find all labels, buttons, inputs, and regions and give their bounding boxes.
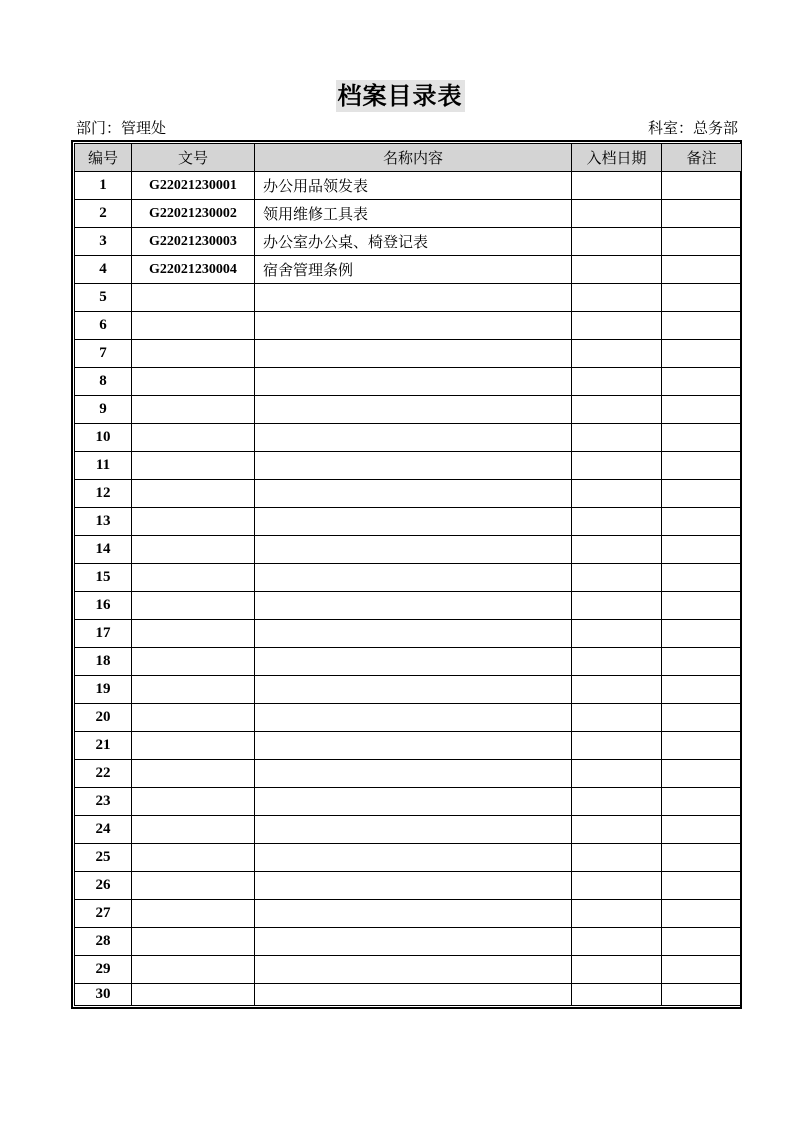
table-row	[75, 228, 742, 256]
row-note	[662, 480, 742, 508]
row-number: 27	[75, 900, 132, 928]
table-row	[75, 816, 742, 844]
row-name	[255, 732, 572, 760]
row-archive-date	[572, 340, 662, 368]
table-row	[75, 928, 742, 956]
archive-catalog-table	[74, 143, 742, 1006]
row-note	[662, 984, 742, 1006]
row-doc-id	[132, 368, 255, 396]
table-row	[75, 312, 742, 340]
row-number: 11	[75, 452, 132, 480]
row-archive-date	[572, 172, 662, 200]
row-number: 23	[75, 788, 132, 816]
row-archive-date	[572, 956, 662, 984]
row-name	[255, 312, 572, 340]
row-doc-id	[132, 928, 255, 956]
row-note	[662, 368, 742, 396]
row-doc-id	[132, 452, 255, 480]
row-doc-id	[132, 396, 255, 424]
archive-table-frame	[71, 140, 742, 1009]
table-row	[75, 676, 742, 704]
table-row	[75, 788, 742, 816]
table-row	[75, 200, 742, 228]
row-note	[662, 340, 742, 368]
row-number: 29	[75, 956, 132, 984]
row-name	[255, 928, 572, 956]
table-row	[75, 984, 742, 1006]
table-row	[75, 284, 742, 312]
row-doc-id	[132, 956, 255, 984]
section-label: 科室：总务部	[647, 119, 738, 137]
row-archive-date	[572, 200, 662, 228]
row-name	[255, 704, 572, 732]
table-row	[75, 396, 742, 424]
row-archive-date	[572, 424, 662, 452]
row-doc-id	[132, 648, 255, 676]
row-name	[255, 396, 572, 424]
row-doc-id	[132, 900, 255, 928]
row-number: 28	[75, 928, 132, 956]
row-archive-date	[572, 676, 662, 704]
row-note	[662, 648, 742, 676]
row-note	[662, 228, 742, 256]
row-doc-id	[132, 816, 255, 844]
row-doc-id	[132, 592, 255, 620]
row-name	[255, 592, 572, 620]
document-title: 档案目录表	[337, 81, 463, 110]
table-row	[75, 536, 742, 564]
row-archive-date	[572, 816, 662, 844]
row-note	[662, 956, 742, 984]
row-doc-id: G22021230001	[132, 172, 255, 200]
row-doc-id	[132, 312, 255, 340]
row-note	[662, 592, 742, 620]
row-name	[255, 368, 572, 396]
table-row	[75, 452, 742, 480]
table-row	[75, 172, 742, 200]
row-doc-id	[132, 704, 255, 732]
table-row	[75, 256, 742, 284]
row-note	[662, 424, 742, 452]
row-name	[255, 788, 572, 816]
row-number: 19	[75, 676, 132, 704]
row-note	[662, 816, 742, 844]
row-number: 4	[75, 256, 132, 284]
table-row	[75, 760, 742, 788]
row-name	[255, 480, 572, 508]
row-number: 10	[75, 424, 132, 452]
col-header-note: 备注	[662, 144, 742, 172]
table-row	[75, 592, 742, 620]
document-title-wrap	[0, 80, 800, 112]
row-name	[255, 844, 572, 872]
row-archive-date	[572, 704, 662, 732]
row-name	[255, 564, 572, 592]
row-number: 1	[75, 172, 132, 200]
col-header-archive-date: 入档日期	[572, 144, 662, 172]
table-row	[75, 872, 742, 900]
row-archive-date	[572, 564, 662, 592]
table-row	[75, 368, 742, 396]
row-note	[662, 172, 742, 200]
row-name	[255, 536, 572, 564]
row-doc-id	[132, 508, 255, 536]
row-doc-id	[132, 284, 255, 312]
row-doc-id	[132, 536, 255, 564]
row-name	[255, 284, 572, 312]
row-archive-date	[572, 284, 662, 312]
row-number: 8	[75, 368, 132, 396]
row-number: 22	[75, 760, 132, 788]
row-number: 14	[75, 536, 132, 564]
row-archive-date	[572, 844, 662, 872]
row-doc-id	[132, 480, 255, 508]
row-number: 20	[75, 704, 132, 732]
row-name	[255, 956, 572, 984]
row-name	[255, 900, 572, 928]
row-name	[255, 676, 572, 704]
row-note	[662, 284, 742, 312]
row-archive-date	[572, 788, 662, 816]
row-doc-id	[132, 564, 255, 592]
row-number: 3	[75, 228, 132, 256]
col-header-number: 编号	[75, 144, 132, 172]
row-archive-date	[572, 536, 662, 564]
col-header-doc-id: 文号	[132, 144, 255, 172]
row-archive-date	[572, 480, 662, 508]
row-number: 7	[75, 340, 132, 368]
row-number: 25	[75, 844, 132, 872]
row-archive-date	[572, 452, 662, 480]
row-note	[662, 676, 742, 704]
row-name: 办公用品领发表	[255, 172, 572, 200]
row-doc-id	[132, 424, 255, 452]
row-archive-date	[572, 872, 662, 900]
row-note	[662, 844, 742, 872]
table-row	[75, 956, 742, 984]
row-note	[662, 508, 742, 536]
row-number: 17	[75, 620, 132, 648]
row-doc-id	[132, 732, 255, 760]
row-note	[662, 564, 742, 592]
table-header-row	[75, 144, 742, 172]
row-name	[255, 760, 572, 788]
row-doc-id: G22021230002	[132, 200, 255, 228]
row-archive-date	[572, 312, 662, 340]
row-archive-date	[572, 508, 662, 536]
row-doc-id: G22021230003	[132, 228, 255, 256]
row-note	[662, 704, 742, 732]
row-doc-id	[132, 760, 255, 788]
row-number: 13	[75, 508, 132, 536]
table-row	[75, 648, 742, 676]
row-number: 18	[75, 648, 132, 676]
row-name	[255, 816, 572, 844]
row-doc-id: G22021230004	[132, 256, 255, 284]
row-number: 12	[75, 480, 132, 508]
row-doc-id	[132, 676, 255, 704]
row-note	[662, 536, 742, 564]
row-number: 21	[75, 732, 132, 760]
row-archive-date	[572, 368, 662, 396]
row-note	[662, 312, 742, 340]
row-number: 26	[75, 872, 132, 900]
row-name: 宿舍管理条例	[255, 256, 572, 284]
row-number: 30	[75, 984, 132, 1006]
row-note	[662, 872, 742, 900]
row-name	[255, 872, 572, 900]
table-row	[75, 704, 742, 732]
table-row	[75, 480, 742, 508]
row-doc-id	[132, 872, 255, 900]
row-note	[662, 928, 742, 956]
row-archive-date	[572, 648, 662, 676]
row-archive-date	[572, 620, 662, 648]
row-archive-date	[572, 228, 662, 256]
row-number: 16	[75, 592, 132, 620]
row-note	[662, 760, 742, 788]
col-header-name: 名称内容	[255, 144, 572, 172]
row-name	[255, 648, 572, 676]
row-number: 6	[75, 312, 132, 340]
table-row	[75, 424, 742, 452]
row-archive-date	[572, 900, 662, 928]
table-row	[75, 844, 742, 872]
row-number: 2	[75, 200, 132, 228]
row-name	[255, 984, 572, 1006]
table-row	[75, 340, 742, 368]
row-archive-date	[572, 928, 662, 956]
row-name	[255, 620, 572, 648]
table-row	[75, 620, 742, 648]
row-name: 办公室办公桌、椅登记表	[255, 228, 572, 256]
row-doc-id	[132, 788, 255, 816]
row-number: 9	[75, 396, 132, 424]
row-doc-id	[132, 844, 255, 872]
table-row	[75, 564, 742, 592]
row-note	[662, 452, 742, 480]
row-archive-date	[572, 732, 662, 760]
row-archive-date	[572, 760, 662, 788]
row-name	[255, 340, 572, 368]
table-row	[75, 732, 742, 760]
row-note	[662, 256, 742, 284]
row-note	[662, 396, 742, 424]
row-number: 15	[75, 564, 132, 592]
row-archive-date	[572, 984, 662, 1006]
row-note	[662, 200, 742, 228]
row-name	[255, 452, 572, 480]
row-doc-id	[132, 340, 255, 368]
row-number: 24	[75, 816, 132, 844]
row-note	[662, 620, 742, 648]
row-doc-id	[132, 984, 255, 1006]
department-label: 部门：管理处	[76, 119, 167, 137]
row-archive-date	[572, 396, 662, 424]
table-row	[75, 508, 742, 536]
row-doc-id	[132, 620, 255, 648]
row-number: 5	[75, 284, 132, 312]
row-note	[662, 788, 742, 816]
table-row	[75, 900, 742, 928]
row-name: 领用维修工具表	[255, 200, 572, 228]
row-name	[255, 508, 572, 536]
row-archive-date	[572, 256, 662, 284]
row-note	[662, 732, 742, 760]
row-name	[255, 424, 572, 452]
row-note	[662, 900, 742, 928]
row-archive-date	[572, 592, 662, 620]
